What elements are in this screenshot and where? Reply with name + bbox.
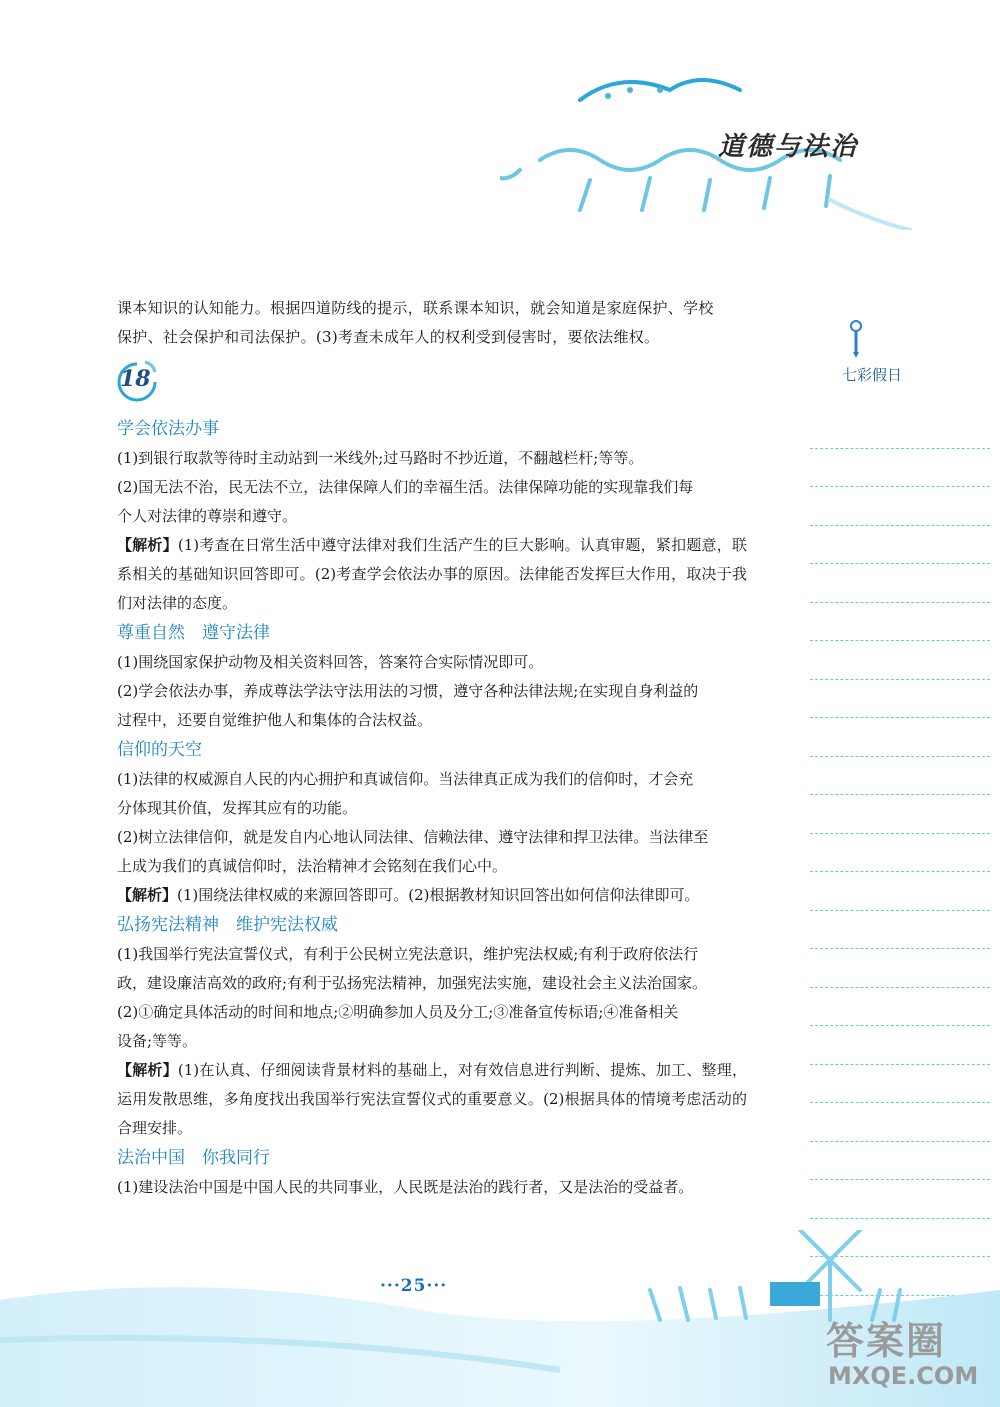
- intro-line: 课本知识的认知能力。根据四道防线的提示，联系课本知识，就会知道是家庭保护、学校: [117, 299, 714, 317]
- watermark-cn: 答案圈: [826, 1319, 947, 1363]
- section-heading: 尊重自然 遵守法律: [117, 623, 270, 643]
- note-line[interactable]: [810, 680, 990, 719]
- analysis-label: 【解析】: [117, 886, 178, 904]
- analysis-paragraph: [117, 881, 747, 910]
- answer-line: (1)我国举行宪法宣誓仪式，有利于公民树立宪法意识，维护宪法权威;有利于政府依法行: [117, 945, 699, 963]
- answer-line: (2)①确定具体活动的时间和地点;②明确参加人员及分工;③准备宣传标语;④准备相关: [117, 1003, 679, 1021]
- note-line[interactable]: [810, 410, 990, 449]
- answer-line: 上成为我们的真诚信仰时，法治精神才会铭刻在我们心中。: [117, 857, 508, 875]
- note-line[interactable]: [810, 641, 990, 680]
- note-line[interactable]: [810, 834, 990, 873]
- page-number: ···25···: [380, 1276, 448, 1296]
- answer-line: 设备;等等。: [117, 1032, 198, 1050]
- analysis-text: (1)围绕法律权威的来源回答即可。(2)根据教材知识回答出如何信仰法律即可。: [177, 886, 700, 904]
- note-line[interactable]: [810, 718, 990, 757]
- note-line[interactable]: [810, 449, 990, 488]
- watermark-en: MXQE.COM: [828, 1362, 979, 1390]
- note-line[interactable]: [810, 487, 990, 526]
- answer-line: (1)建设法治中国是中国人民的共同事业，人民既是法治的践行者，又是法治的受益者。: [117, 1178, 694, 1196]
- section-heading: 学会依法办事: [117, 419, 219, 439]
- answer-line: 政，建设廉洁高效的政府;有利于弘扬宪法精神，加强宪法实施，建设社会主义法治国家。: [117, 974, 708, 992]
- answer-line: (1)法律的权威源自人民的内心拥护和真诚信仰。当法律真正成为我们的信仰时，才会充: [117, 770, 694, 788]
- analysis-text: (1)在认真、仔细阅读背景材料的基础上，对有效信息进行判断、提炼、加工、整理，运用发散思维，多角度找出我国举行宪法宣誓仪式的重要意义。(2)根据具体的情境考虑活动的合理安排。: [117, 1061, 747, 1137]
- answer-content: [117, 294, 747, 1202]
- watermark: [818, 1310, 988, 1400]
- answer-line: 个人对法律的尊崇和遵守。: [117, 507, 298, 525]
- note-line[interactable]: [810, 1142, 990, 1181]
- answer-line: 分体现其价值，发挥其应有的功能。: [117, 799, 358, 817]
- analysis-label: 【解析】: [117, 1061, 178, 1079]
- note-lines: [810, 410, 990, 1296]
- section-heading: 信仰的天空: [117, 740, 202, 760]
- answer-line: (2)学会依法办事，养成尊法学法守法用法的习惯，遵守各种法律法规;在实现自身利益的: [117, 682, 699, 700]
- note-line[interactable]: [810, 872, 990, 911]
- note-line[interactable]: [810, 757, 990, 796]
- section-heading: 法治中国 你我同行: [117, 1148, 270, 1168]
- note-line[interactable]: [810, 1065, 990, 1104]
- pencil-icon: [846, 318, 866, 358]
- answer-line: 过程中，还要自觉维护他人和集体的合法权益。: [117, 711, 433, 729]
- analysis-label: 【解析】: [117, 536, 178, 554]
- section-heading: 弘扬宪法精神 维护宪法权威: [117, 915, 338, 935]
- section-number-badge: [115, 360, 159, 404]
- answer-line: (1)到银行取款等待时主动站到一米线外;过马路时不抄近道，不翻越栏杆;等等。: [117, 449, 644, 467]
- sidebar-label: 七彩假日: [842, 366, 903, 384]
- note-line[interactable]: [810, 1026, 990, 1065]
- analysis-paragraph: [117, 531, 747, 618]
- note-line[interactable]: [810, 795, 990, 834]
- analysis-paragraph: [117, 1056, 747, 1143]
- note-line[interactable]: [810, 1180, 990, 1219]
- note-line[interactable]: [810, 526, 990, 565]
- sections: [117, 414, 747, 1202]
- note-line[interactable]: [810, 911, 990, 950]
- answer-line: (2)树立法律信仰，就是发自内心地认同法律、信赖法律、遵守法律和捍卫法律。当法律至: [117, 828, 709, 846]
- answer-line: (1)围绕国家保护动物及相关资料回答，答案符合实际情况即可。: [117, 653, 544, 671]
- note-line[interactable]: [810, 603, 990, 642]
- note-line[interactable]: [810, 1103, 990, 1142]
- analysis-text: (1)考查在日常生活中遵守法律对我们生活产生的巨大影响。认真审题，紧扣题意，联系相关的基础知识回答即可。(2)考查学会依法办事的原因。法律能否发挥巨大作用，取决于我们对法律的态度。: [117, 536, 747, 612]
- note-line[interactable]: [810, 564, 990, 603]
- section-number: 18: [120, 366, 151, 392]
- header-title: 道德与法治: [718, 132, 859, 162]
- intro-line: 保护、社会保护和司法保护。(3)考查未成年人的权利受到侵害时，要依法维权。: [117, 328, 660, 346]
- note-line[interactable]: [810, 988, 990, 1027]
- answer-line: (2)国无法不治，民无法不立，法律保障人们的幸福生活。法律保障功能的实现靠我们每: [117, 478, 694, 496]
- note-line[interactable]: [810, 949, 990, 988]
